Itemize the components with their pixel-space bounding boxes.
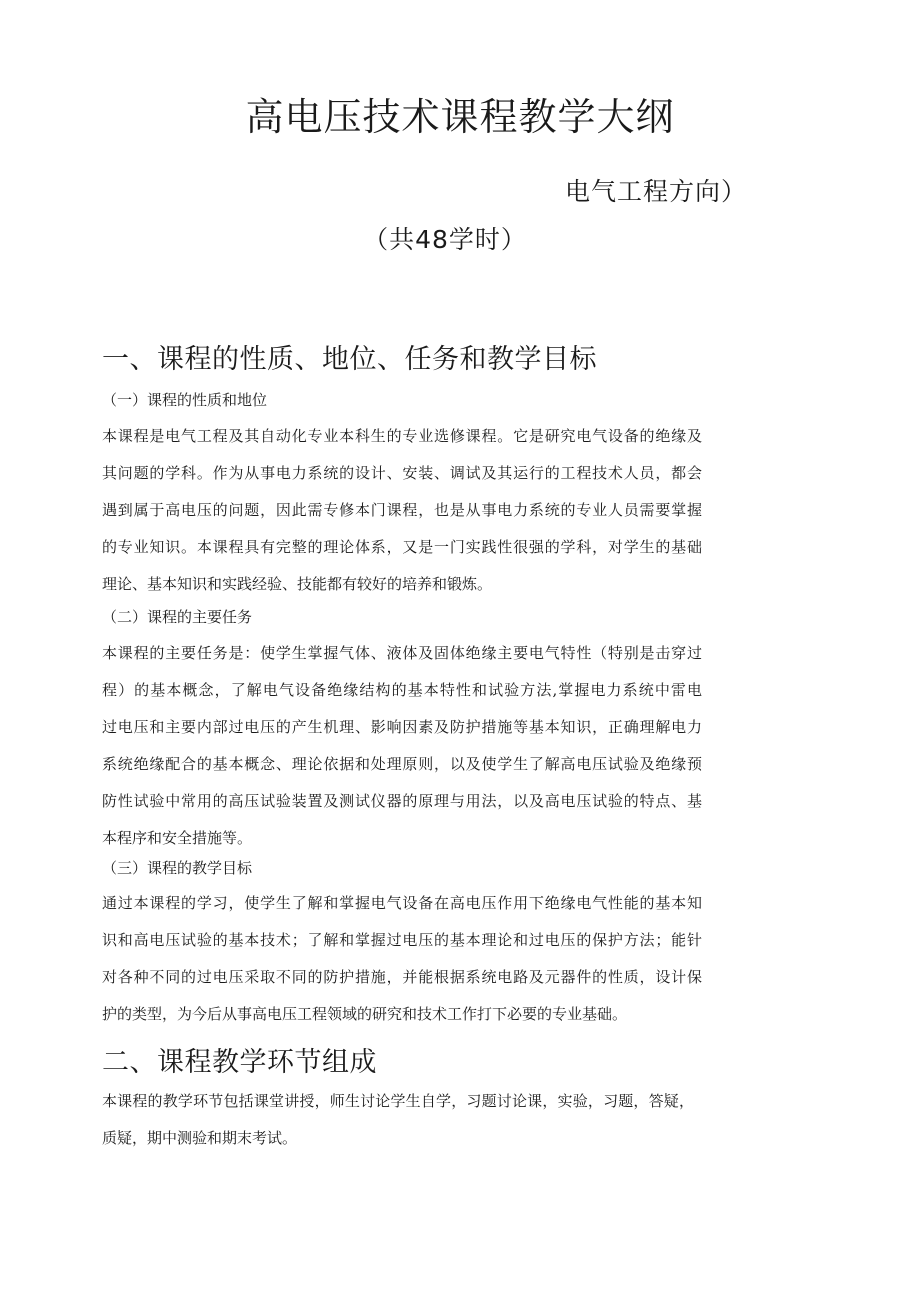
paragraph-line: 系统绝缘配合的基本概念、理论依据和处理原则，以及使学生了解高电压试验及绝缘预 [102, 755, 702, 773]
paragraph-line: 护的类型，为今后从事高电压工程领域的研究和技术工作打下必要的专业基础。 [102, 1005, 628, 1023]
paragraph-line: 对各种不同的过电压采取不同的防护措施，并能根据系统电路及元器件的性质，设计保 [102, 968, 702, 986]
paragraph-line: 本课程的教学环节包括课堂讲授，师生讨论学生自学，习题讨论课，实验，习题，答疑， [102, 1092, 694, 1110]
paragraph-line: 识和高电压试验的基本技术；了解和掌握过电压的基本理论和过电压的保护方法；能针 [102, 931, 702, 949]
paragraph-line: 防性试验中常用的高压试验装置及测试仪器的原理与用法，以及高电压试验的特点、基 [102, 792, 702, 810]
course-hours: （共48学时） [363, 225, 527, 254]
paragraph-line: 质疑，期中测验和期末考试。 [102, 1129, 298, 1147]
document-subtitle: 电气工程方向） [565, 177, 748, 206]
subsection-1-1-paragraph [102, 426, 702, 611]
document-title: 高电压技术课程教学大纲 [245, 95, 675, 139]
subsection-1-3-heading: （三）课程的教学目标 [102, 859, 253, 877]
paragraph-line: 遇到属于高电压的问题，因此需专修本门课程，也是从事电力系统的专业人员需要掌握 [102, 501, 702, 519]
paragraph-line: 理论、基本知识和实践经验、技能都有较好的培养和锻炼。 [102, 575, 493, 593]
paragraph-line: 其问题的学科。作为从事电力系统的设计、安装、调试及其运行的工程技术人员，都会 [102, 464, 702, 482]
paragraph-line: 本程序和安全措施等。 [102, 829, 253, 847]
subsection-1-3-paragraph [102, 893, 702, 1041]
paragraph-line: 本课程的主要任务是：使学生掌握气体、液体及固体绝缘主要电气特性（特别是击穿过 [102, 644, 702, 662]
paragraph-line: 通过本课程的学习，使学生了解和掌握电气设备在高电压作用下绝缘电气性能的基本知 [102, 894, 702, 912]
paragraph-line: 程）的基本概念，了解电气设备绝缘结构的基本特性和试验方法,掌握电力系统中雷电 [102, 681, 702, 699]
section-2-heading: 二、课程教学环节组成 [102, 1047, 377, 1078]
section-1-heading: 一、课程的性质、地位、任务和教学目标 [102, 344, 597, 375]
subsection-1-2-heading: （二）课程的主要任务 [102, 608, 253, 626]
paragraph-line: 过电压和主要内部过电压的产生机理、影响因素及防护措施等基本知识，正确理解电力 [102, 718, 702, 736]
paragraph-line: 的专业知识。本课程具有完整的理论体系，又是一门实践性很强的学科，对学生的基础 [102, 538, 702, 556]
subsection-1-2-paragraph [102, 643, 702, 865]
subsection-1-1-heading: （一）课程的性质和地位 [102, 391, 268, 409]
section-2-paragraph [102, 1091, 694, 1165]
paragraph-line: 本课程是电气工程及其自动化专业本科生的专业选修课程。它是研究电气设备的绝缘及 [102, 427, 702, 445]
